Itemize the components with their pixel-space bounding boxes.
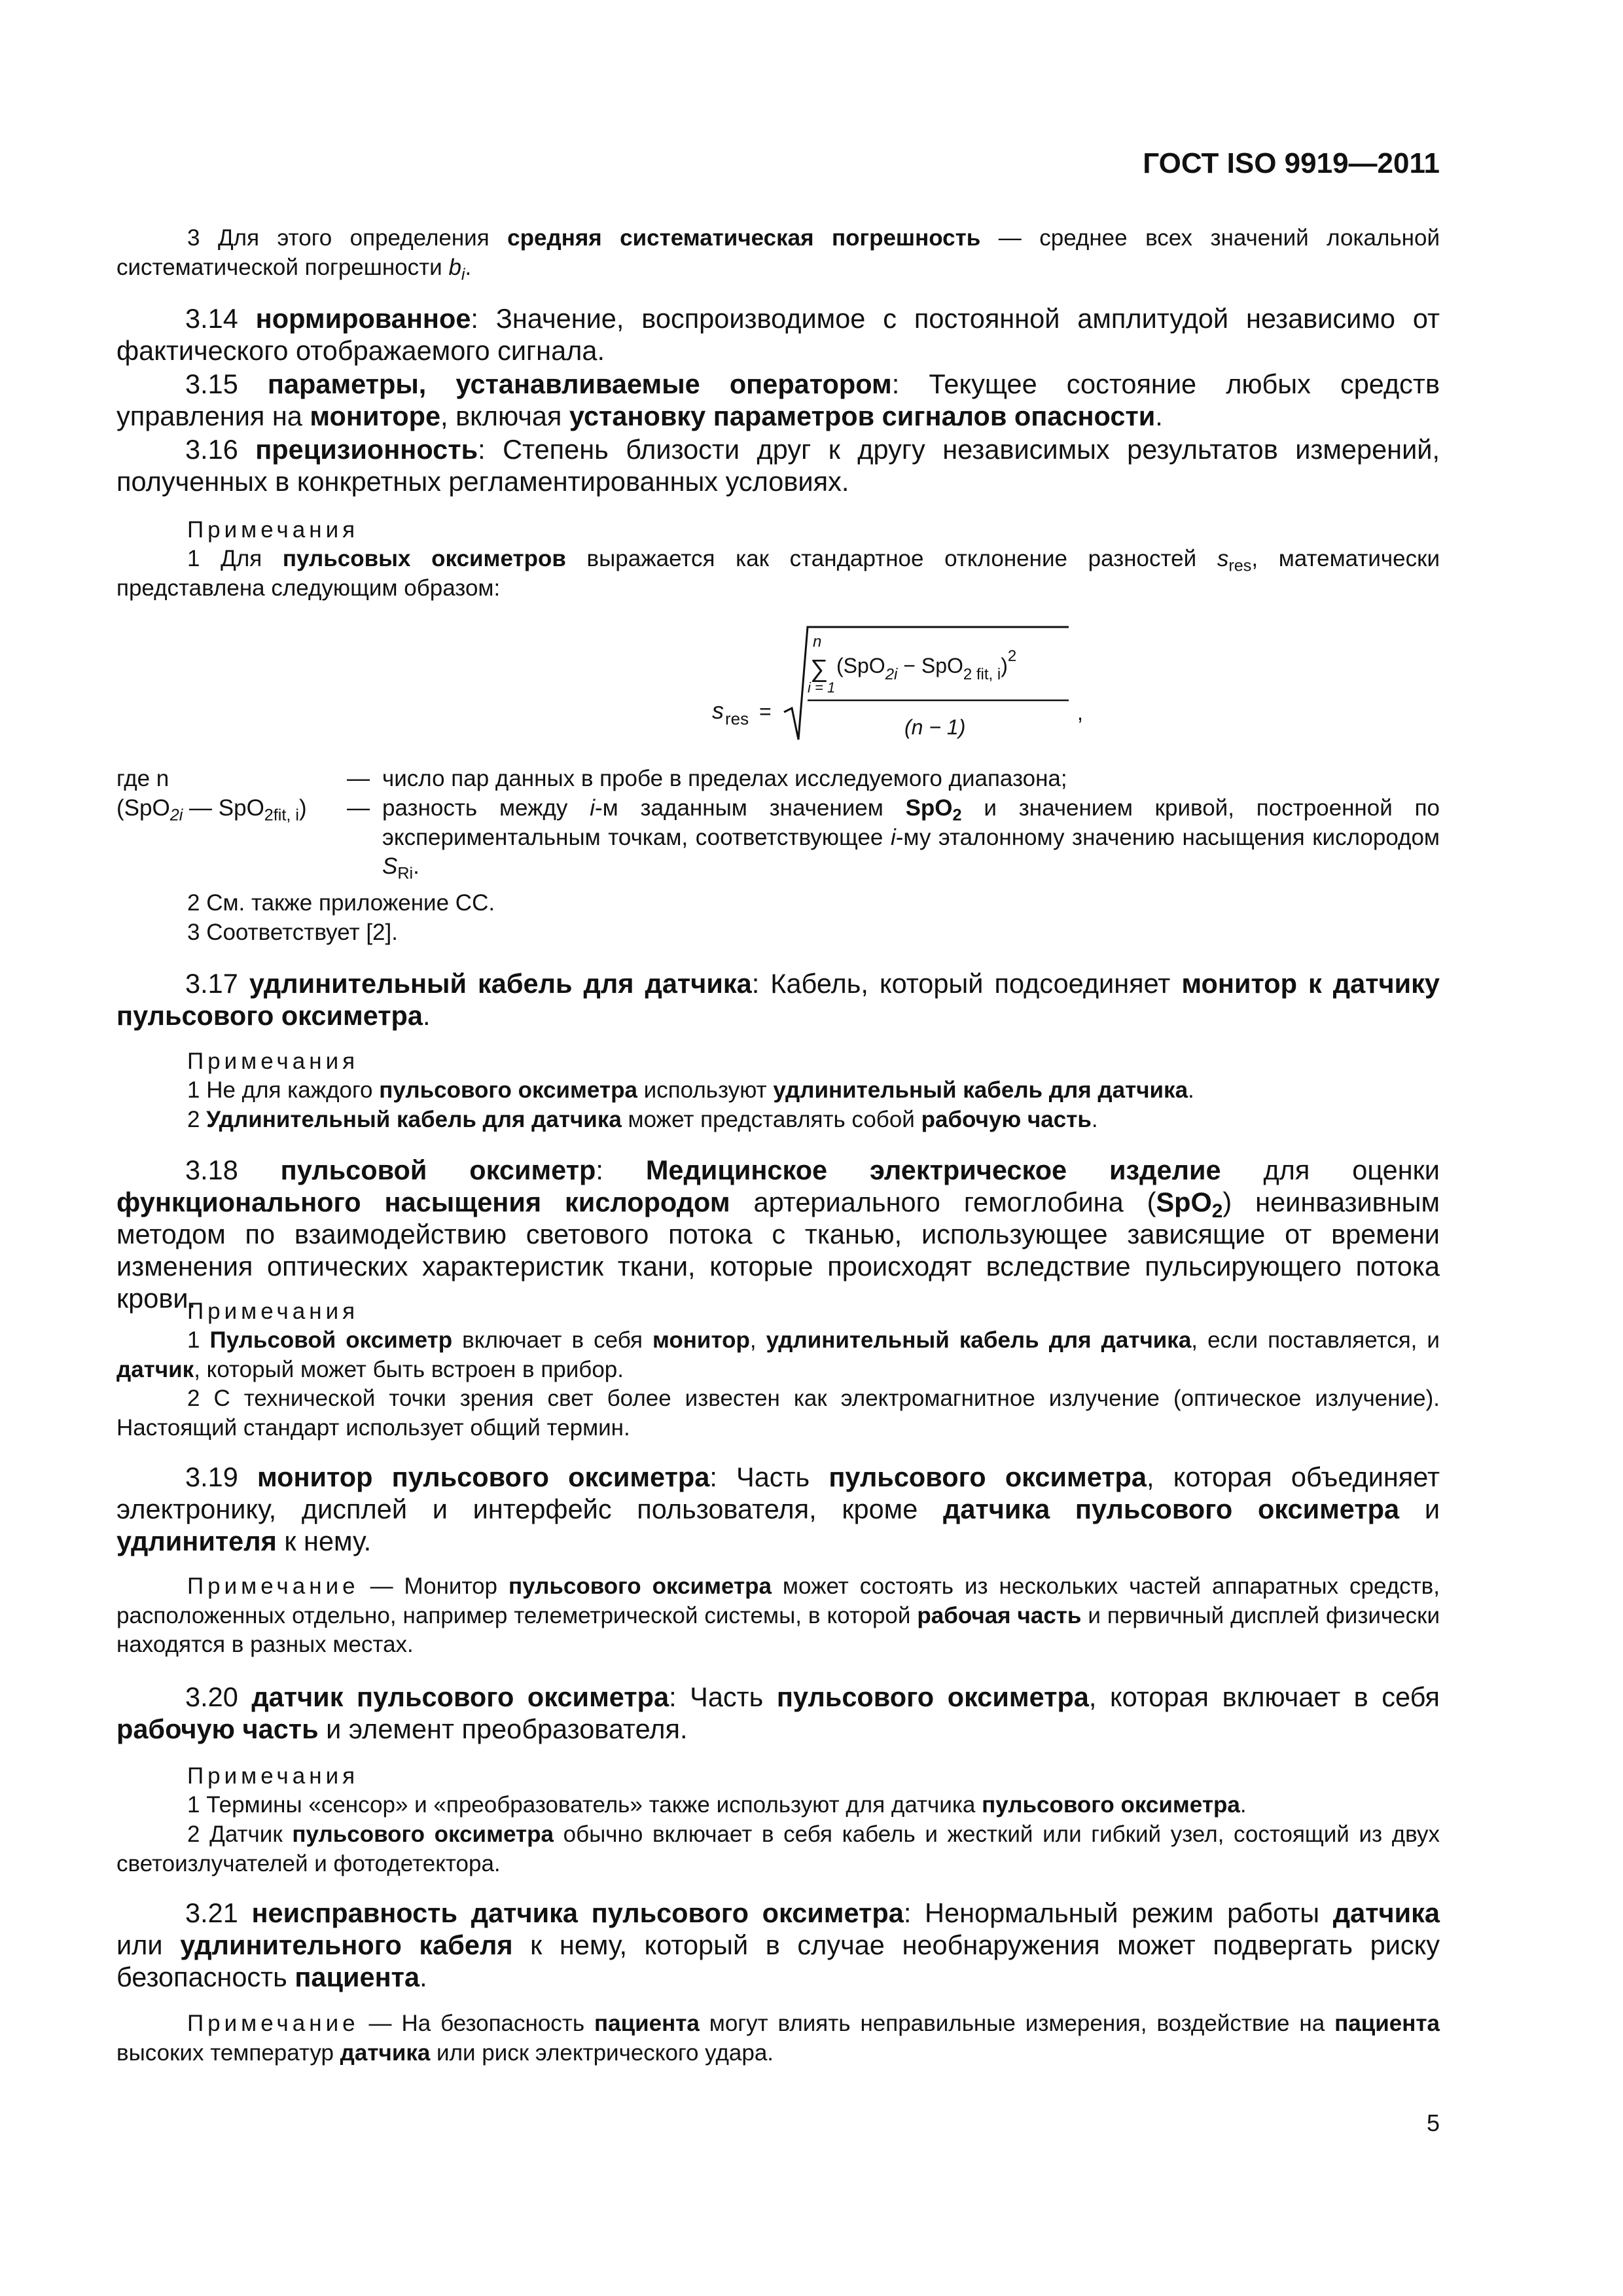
formula-lhs: s xyxy=(712,697,724,724)
text: , математически представлена следующим образом: xyxy=(116,546,1440,601)
term-ref: монитор к датчику пульсового оксиметра xyxy=(116,968,1440,1031)
definition: : Значение, воспроизводимое с постоянной амплитудой независимо от фактического отображаемого сигнала. xyxy=(116,303,1440,366)
numerator: $(SpO_{2i} - SpO_{2 fit, i})^2$ xyxy=(836,647,1017,683)
note-3-21: Примечание — На безопасность пациента могут влиять неправильные измерения, воздействие на пациента высоких температур датчика или риск электрического удара. xyxy=(116,2011,1440,2066)
term: средняя систематическая погрешность xyxy=(507,225,981,251)
sres-formula xyxy=(588,615,1124,759)
variable: b xyxy=(448,254,461,280)
term: нормированное xyxy=(255,303,471,334)
note-heading: Примечание xyxy=(187,2011,359,2036)
text: . xyxy=(423,1000,431,1031)
clause-number: 3.17 xyxy=(185,968,249,999)
formula-graphic xyxy=(588,615,1124,759)
term-3-15 xyxy=(116,368,1440,432)
clause-number: 3.21 xyxy=(185,1897,252,1928)
text: выражается как стандартное отклонение разностей xyxy=(565,546,1217,571)
term: удлинительный кабель для датчика xyxy=(249,968,752,999)
where-row-n xyxy=(116,764,1440,794)
clause-number: 3.15 xyxy=(185,368,268,399)
term: параметры, устанавливаемые оператором xyxy=(267,368,892,399)
where-dash: — xyxy=(347,766,370,791)
note-3-17-1: 1 Не для каждого пульсового оксиметра используют удлинительный кабель для датчика. xyxy=(187,1077,1194,1103)
term-3-19: 3.19 монитор пульсового оксиметра: Часть пульсового оксиметра, которая объединяет электронику, дисплей и интерфейс пользователя, кроме датчика пульсового оксиметра и удлинителя к нему. xyxy=(116,1462,1440,1556)
note-heading: Примечание xyxy=(187,1573,359,1599)
text: 3 Для этого определения xyxy=(187,225,508,251)
term: пульсовой оксиметр xyxy=(280,1155,596,1185)
where-dash: — xyxy=(347,795,370,821)
note-mean-bias xyxy=(116,224,1440,282)
term-3-21: 3.21 неисправность датчика пульсового оксиметра: Ненормальный режим работы датчика или удлинительного кабеля к нему, который в случае необнаружения может подвергать риску безопасность пациента. xyxy=(116,1897,1440,1992)
where-label: где n xyxy=(116,766,169,791)
note-3-16-1 xyxy=(116,545,1440,603)
formula-equals: = xyxy=(759,700,772,723)
clause-number: 3.16 xyxy=(185,434,256,465)
denominator: (n − 1) xyxy=(904,715,966,739)
clause-number: 3.19 xyxy=(185,1462,257,1492)
text: . xyxy=(1155,401,1163,431)
note-3-17-2: 2 Удлинительный кабель для датчика может представлять собой рабочую часть. xyxy=(187,1107,1098,1132)
subscript: res xyxy=(1228,556,1252,575)
term-3-17 xyxy=(116,967,1440,1031)
notes-heading: Примечания xyxy=(187,1763,359,1789)
term-3-14 xyxy=(116,302,1440,367)
formula-comma: , xyxy=(1077,701,1083,725)
note-3-18-1: 1 Пульсовой оксиметр включает в себя монитор, удлинительный кабель для датчика, если поставляется, и датчик, который может быть встроен в прибор. xyxy=(116,1327,1440,1382)
formula-lhs-sub: res xyxy=(725,709,749,728)
note-3-16-3: 3 Соответствует [2]. xyxy=(187,920,398,945)
term-3-20: 3.20 датчик пульсового оксиметра: Часть пульсового оксиметра, которая включает в себя рабочую часть и элемент преобразователя. xyxy=(116,1681,1440,1744)
term-3-16 xyxy=(116,433,1440,497)
definition: : Степень близости друг к другу независимых результатов измерений, полученных в конкретных регламентированных условиях. xyxy=(116,434,1440,497)
variable: s xyxy=(1217,546,1229,571)
document-page xyxy=(116,0,1440,2296)
text: . xyxy=(465,254,472,280)
definition: : Текущее состояние любых средств управления на xyxy=(116,368,1440,431)
clause-number: 3.20 xyxy=(185,1681,252,1712)
note-3-16-2: 2 См. также приложение СС. xyxy=(187,890,495,916)
text: 1 Для xyxy=(187,546,283,571)
notes-heading: Примечания xyxy=(187,1049,359,1074)
term: датчик пульсового оксиметра xyxy=(251,1681,669,1712)
document-header: ГОСТ ISO 9919—2011 xyxy=(1143,147,1440,179)
where-label: (SpO$_{2i}$ — SpO$_{2fit, i}$) xyxy=(116,795,307,825)
term-ref: пульсовых оксиметров xyxy=(282,546,566,571)
sum-upper: n xyxy=(813,633,822,651)
note-3-20-1: 1 Термины «сенсор» и «преобразователь» также используют для датчика пульсового оксиметра. xyxy=(187,1792,1247,1818)
clause-number: 3.18 xyxy=(185,1155,281,1185)
term-ref: мониторе xyxy=(310,401,441,431)
clause-number: 3.14 xyxy=(185,303,256,334)
notes-heading: Примечания xyxy=(187,517,359,543)
where-text: число пар данных в пробе в пределах исследуемого диапазона; xyxy=(382,766,1067,791)
note-3-19: Примечание — Монитор пульсового оксиметра может состоять из нескольких частей аппаратных средств, расположенных отдельно, например телеметрической системы, в которой рабочая часть и первичный дисплей физически находятся в разных местах. xyxy=(116,1573,1440,1657)
text: , включая xyxy=(440,401,569,431)
where-text: разность между i-м заданным значением SpO$_2$ и значением кривой, построенной по экспериментальным точкам, соответствующее i-му эталонному значению насыщения кислородом $S_{Ri}$. xyxy=(382,795,1440,883)
term-3-18: 3.18 пульсовой оксиметр: Медицинское электрическое изделие для оценки функционального насыщения кислородом артериального гемоглобина (SpO$_2$) неинвазивным методом по взаимодействию светового потока с тканью, использующее зависящие от времени изменения оптических характеристик ткани, которые происходят вследствие пульсирующего потока крови. xyxy=(116,1155,1440,1314)
term: прецизионность xyxy=(255,434,478,465)
subscript: i xyxy=(461,265,465,284)
text: — среднее всех значений локальной систематической погрешности xyxy=(116,225,1440,280)
page-number: 5 xyxy=(1426,2109,1440,2136)
term: неисправность датчика пульсового оксиметра xyxy=(251,1897,904,1928)
note-3-18-2: 2 С технической точки зрения свет более известен как электромагнитное излучение (оптическое излучение). Настоящий стандарт использует общий термин. xyxy=(116,1386,1440,1441)
term: монитор пульсового оксиметра xyxy=(257,1462,710,1492)
where-row-diff xyxy=(116,794,1440,882)
notes-heading: Примечания xyxy=(187,1299,359,1324)
note-3-20-2: 2 Датчик пульсового оксиметра обычно включает в себя кабель и жесткий или гибкий узел, состоящий из двух светоизлучателей и фотодетектора. xyxy=(116,1821,1440,1876)
sum-lower: i = 1 xyxy=(808,679,836,696)
definition: : Кабель, который подсоединяет xyxy=(751,968,1182,999)
term-ref: установку параметров сигналов опасности xyxy=(569,401,1156,431)
sum-sign: ∑ xyxy=(810,655,829,683)
